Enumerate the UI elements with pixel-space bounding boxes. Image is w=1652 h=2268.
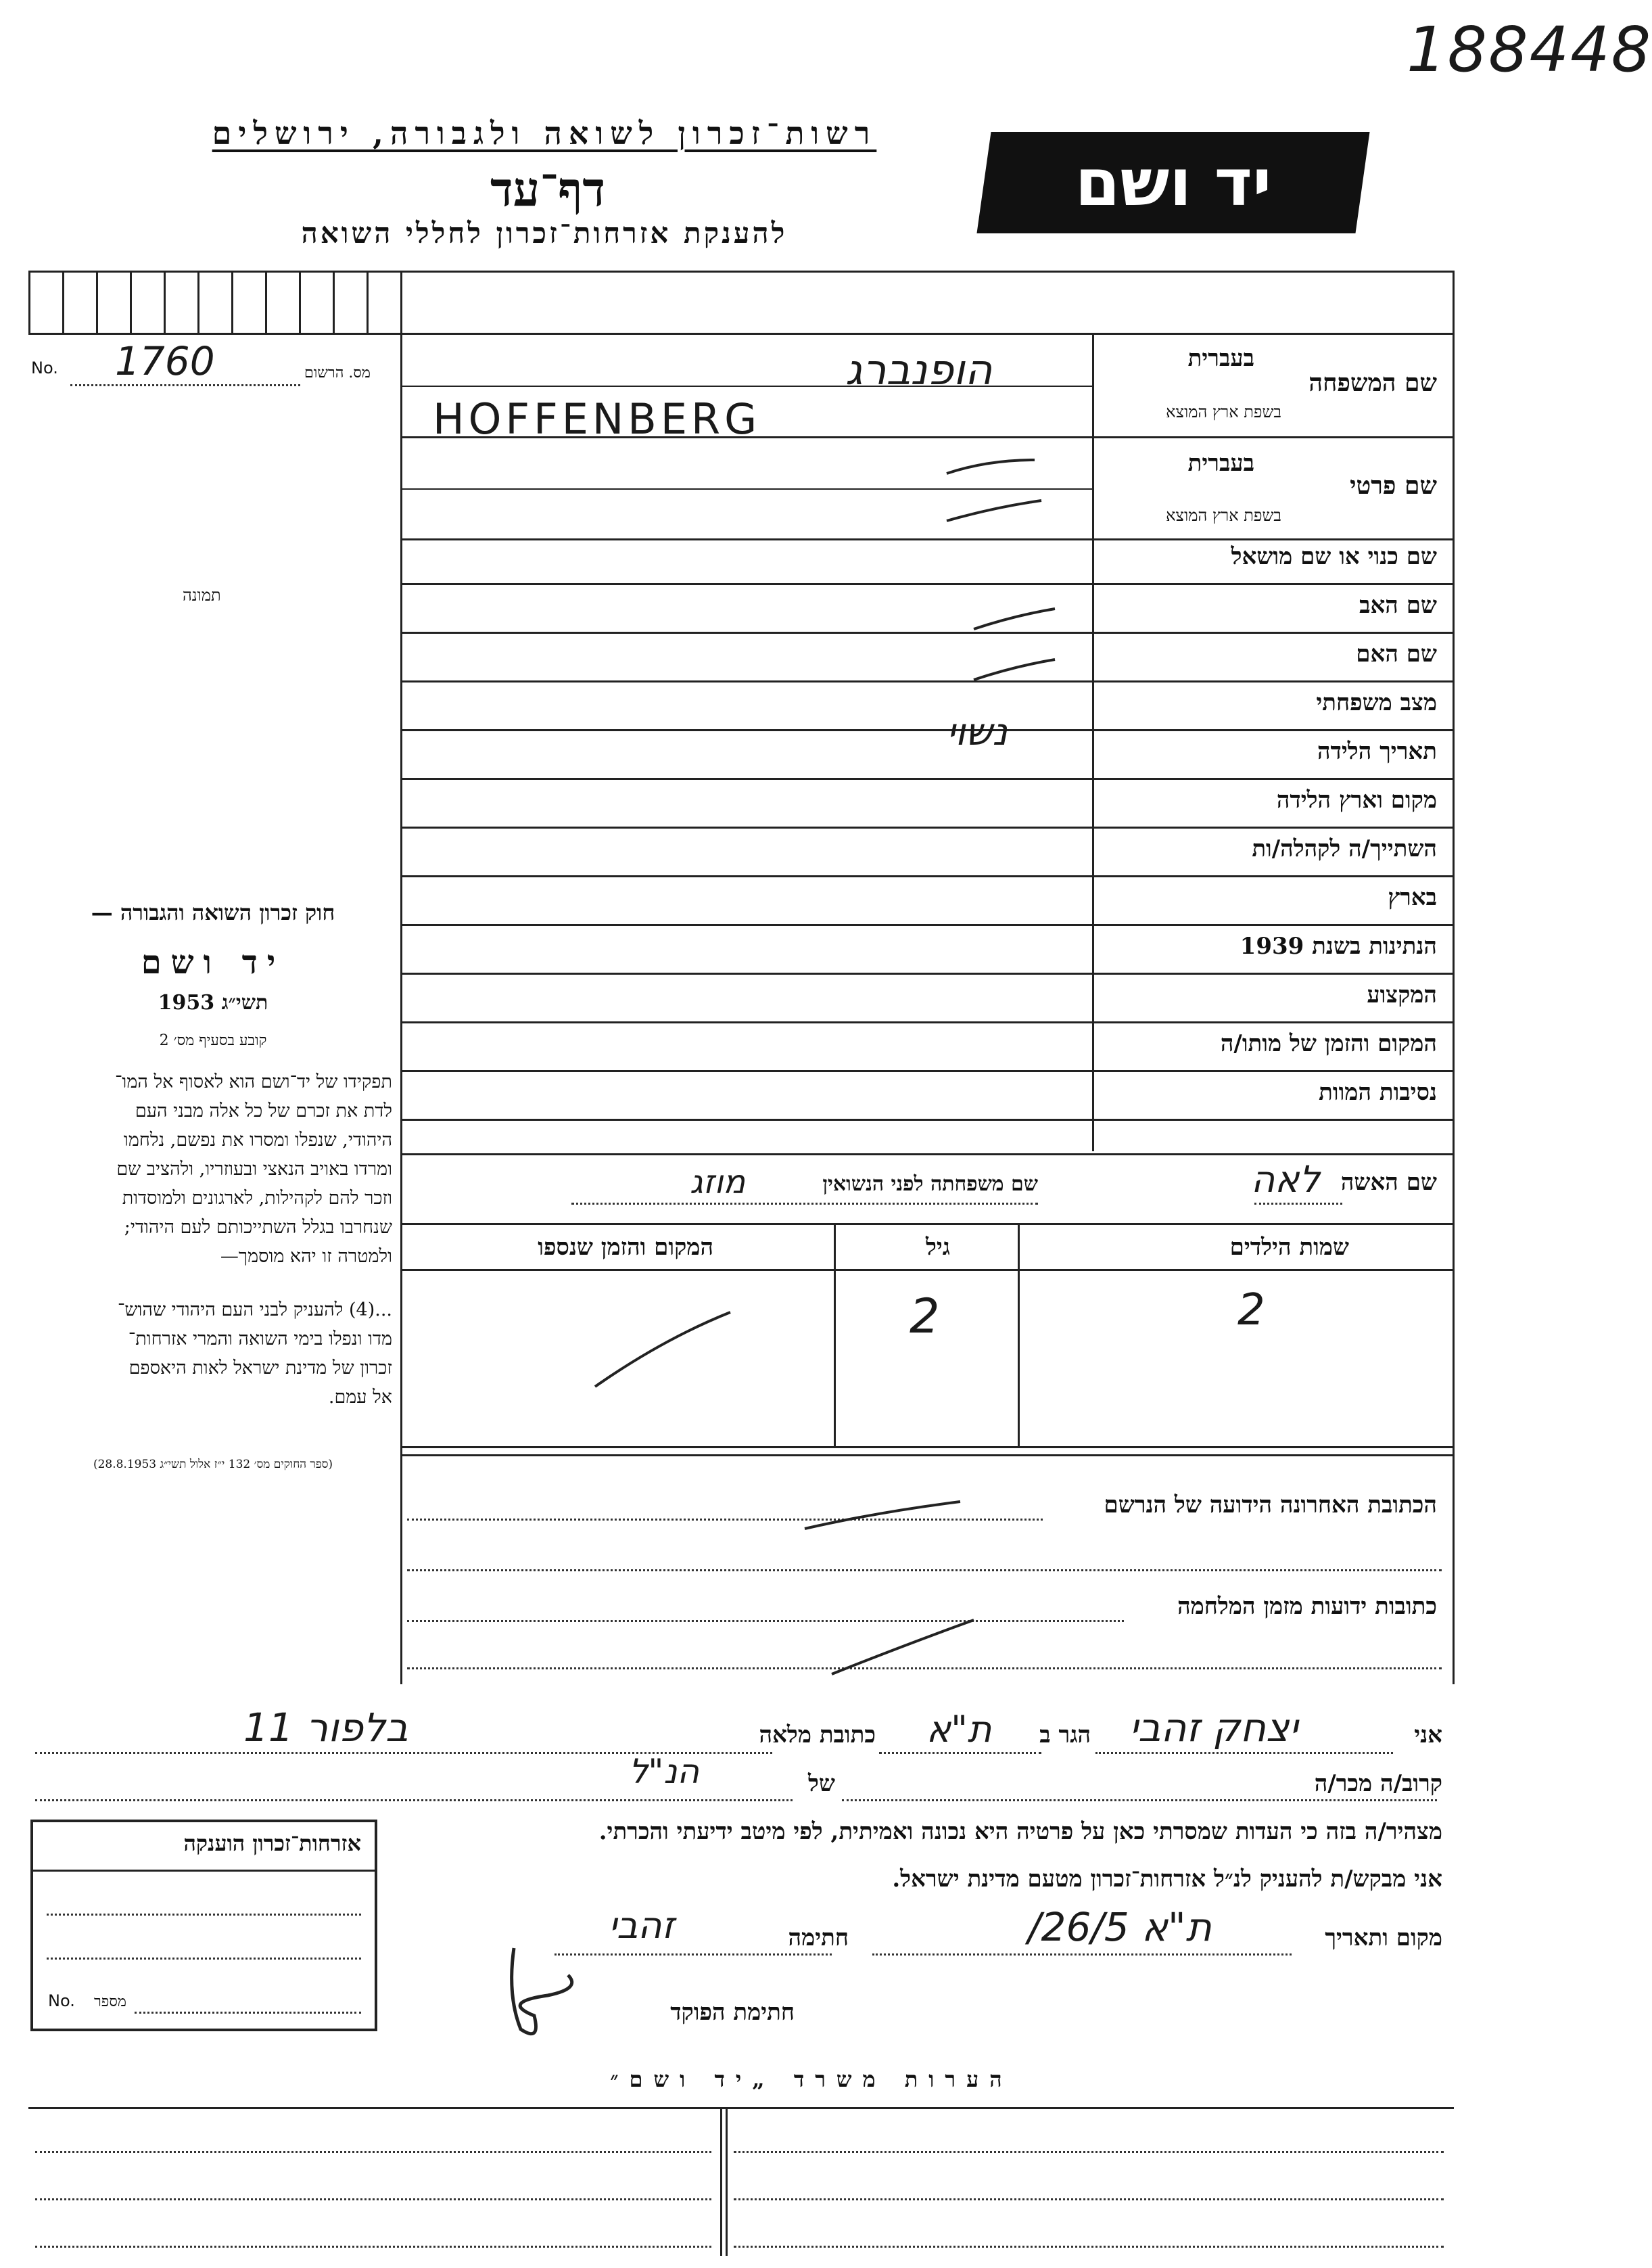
children-place-header: המקום והזמן שנספו: [538, 1234, 713, 1261]
yad-vashem-logo: [976, 132, 1369, 233]
relation-value: הנ"ל: [629, 1752, 700, 1791]
form-subtitle: להענקת אזרחות־זכרון לחללי השואה: [301, 216, 788, 250]
birth-date-label: תאריך הלידה: [1317, 738, 1437, 765]
origin-language-label-2: בשפת ארץ המוצא: [1166, 506, 1281, 525]
marital-status-label: מצב משפחתי: [1316, 689, 1437, 716]
death-circumstances-label: נסיבות המוות: [1319, 1079, 1437, 1106]
archive-number: 188448: [1407, 14, 1652, 86]
origin-language-label: בשפת ארץ המוצא: [1166, 402, 1281, 421]
relative-label: קרוב/ה מכר/ה: [1314, 1770, 1442, 1797]
law-line: זכרון של מדינת ישראל לאות היאספם: [128, 1358, 392, 1379]
last-address-label: הכתובת האחרונה הידועה של הנרשם: [1104, 1491, 1437, 1519]
dash-marks-parents: [960, 595, 1068, 690]
children-names-header: שמות הילדים: [1229, 1234, 1349, 1261]
law-line: שנחרבו בגלל השתייכותם לעם היהודי;: [124, 1217, 392, 1238]
profession-label: המקצוע: [1367, 981, 1437, 1009]
dash-mark-last-address: [798, 1488, 967, 1542]
death-place-time-label: המקום והזמן של מותו/ה: [1220, 1030, 1437, 1057]
law-line: אל עמם.: [328, 1387, 392, 1408]
remarks-title: הערות משרד „יד ושם״: [610, 2066, 1013, 2092]
citizenship-box: [30, 1820, 377, 2031]
community-label: השתייך/ה לקהלה/ות: [1252, 835, 1437, 862]
nickname-label: שם כנוי או שם מושאל: [1231, 543, 1437, 570]
father-label: שם האב: [1359, 592, 1437, 619]
wife-value: לאה: [1251, 1158, 1321, 1201]
law-paragraph-1: [27, 1067, 392, 1271]
children-age-value: 2: [910, 1289, 940, 1344]
hebrew-label-2: בעברית: [1187, 450, 1254, 477]
date-value: ת"א 26/5/: [1028, 1904, 1212, 1950]
law-line: לדת את זכרם של כל אלה מבני העם: [135, 1101, 392, 1121]
resides-label: הגר ב: [1039, 1721, 1091, 1749]
officer-signature-label: חתימת הפוקד: [670, 1999, 795, 2026]
wife-label: שם האשה: [1340, 1169, 1437, 1196]
wartime-address-label: כתובות ידועות מזמן המלחמה: [1177, 1593, 1437, 1620]
officer-signature: [487, 1935, 595, 2056]
address-value: בלפור 11: [243, 1705, 408, 1751]
statement-1: מצהיר/ה בזה כי העדות שמסרתי כאן על פרטיה היא נכונה ואמיתית, לפי מיטב ידיעתי והכרתי.: [598, 1818, 1442, 1845]
law-name: יד ושם: [141, 944, 285, 981]
dash-mark-wartime-address: [825, 1606, 981, 1681]
gazette-reference: (ספר החוקים מס׳ 132 י״ז אלול תשי״ג 28.8.1953): [93, 1458, 333, 1471]
signature-value: זהבי: [609, 1904, 675, 1947]
logo-text: יד ושם: [1075, 145, 1272, 221]
marital-status-value: נשוי: [947, 710, 1008, 754]
first-name-label: שם פרטי: [1350, 471, 1437, 500]
declarant-name: יצחק זהבי: [1129, 1705, 1298, 1751]
city-value: ת"א: [926, 1708, 992, 1751]
law-title: חוק זכרון השואה והגבורה —: [91, 900, 335, 925]
registration-number: 1760: [115, 338, 215, 384]
registration-label: מס. הרשום: [304, 365, 371, 381]
children-age-header: גיל: [925, 1234, 950, 1261]
family-name-origin-value: HOFFENBERG: [433, 394, 761, 444]
mother-label: שם האם: [1356, 641, 1437, 668]
citizenship-number-label: מספר: [94, 1993, 126, 2010]
law-line: ומרדו באויב הנאצי ובעוזריו, ולהציב שם: [116, 1159, 392, 1180]
full-address-label: כתובת מלאה: [759, 1721, 876, 1749]
dash-marks-first-name: [933, 446, 1055, 534]
law-line: היהודי, שנפלו ומסרו את נפשם, נלחמו: [123, 1130, 392, 1151]
dash-mark-children-place: [582, 1299, 744, 1393]
statement-2: אני מבקש/ת להעניק לנ״ל אזרחות־זכרון מטעם מדינת ישראל.: [892, 1866, 1442, 1893]
org-line: רשות־זכרון לשואה ולגבורה, ירושלים: [212, 115, 877, 152]
birth-place-label: מקום וארץ הלידה: [1276, 787, 1437, 814]
form-title: דף־עד: [490, 161, 605, 217]
country-label: בארץ: [1388, 884, 1437, 911]
law-line: מדו ונפלו בימי השואה והמרי אזרחות־: [128, 1328, 392, 1349]
family-name-label: שם המשפחה: [1308, 369, 1437, 397]
law-line: וזכר להם לקהילות, לארגונים ולמוסדות: [122, 1188, 392, 1209]
family-name-hebrew-value: הופנברג: [845, 345, 993, 394]
law-ref: קובע בסעיף מס׳ 2: [159, 1032, 267, 1049]
law-line: ...(4) להעניק לבני העם היהודי שהוש־: [118, 1299, 392, 1320]
residence-1939-label: הנתינות בשנת 1939: [1240, 933, 1437, 960]
maiden-name-label: שם משפחתה לפני הנשואין: [822, 1172, 1038, 1196]
citizenship-no-label: No.: [48, 1991, 75, 2010]
law-line: ולמטרה זו יהא מוסמך—: [220, 1246, 392, 1267]
registration-no-label: No.: [31, 358, 58, 377]
maiden-name-value: מוזג: [690, 1163, 746, 1201]
of-label: של: [808, 1770, 835, 1797]
law-line: תפקידו של יד־ושם הוא לאסוף אל המו־: [115, 1071, 392, 1092]
signature-label: חתימה: [788, 1924, 849, 1951]
place-date-label: מקום ותאריך: [1325, 1924, 1442, 1951]
law-year: תשי״ג 1953: [158, 991, 268, 1015]
citizenship-box-title: אזרחות־זכרון הוענקה: [183, 1830, 361, 1856]
children-name-value: 2: [1237, 1285, 1265, 1335]
photo-label: תמונה: [183, 586, 221, 605]
law-paragraph-2: [27, 1295, 392, 1412]
declaration-ani: אני: [1414, 1721, 1442, 1749]
hebrew-label: בעברית: [1187, 345, 1254, 372]
